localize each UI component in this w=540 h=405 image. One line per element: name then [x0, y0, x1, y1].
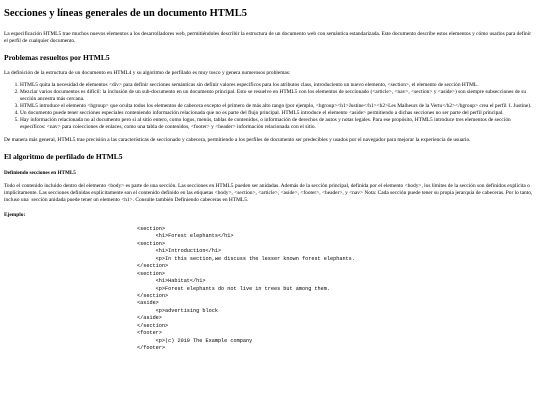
example-label: Ejemplo: — [4, 212, 26, 218]
problems-lead: La definición de la estructura de un documento en HTML4 y su algoritmo de perfilado es muy tosco y genera numerosos problemas: — [4, 69, 291, 76]
problems-closing: De manera más general, HTML5 trae precisión a las características de seccionado y cabecera, permitiendo a los perfiles de documento ser predecibles y usados por el navegador para mejorar la experiencia de usuario. — [4, 136, 471, 143]
algorithm-subheading: Definiendo secciones en HTML5 — [4, 170, 76, 177]
page-title: Secciones y líneas generales de un documento HTML5 — [4, 8, 247, 19]
problems-list — [4, 82, 536, 130]
list-item: 5. Hay información relacionada no al documento pero sí al sitio entero, como logos, menús, tablas de contenidos, o información de derechos de autos y notas legales. Para ese propósito, HTML5 introduce tres elementos de sección específicos: <nav> para colecciones de enlaces, como una tabla de contenidos, <footer> y <header> información relacionada con el sitio. — [20, 117, 536, 131]
intro-paragraph: La especificación HTML5 trae muchos nuevos elementos a los desarrolladores web, permitiéndoles describir la estructura de un documento web con semántica estandarizada. Este documento describe estos elementos y cómo usarlos para definir el perfil de cualquier documento. — [4, 31, 532, 44]
list-item: 3. HTML5 introduce el elemento <hgroup> que oculta todos los elementos de cabecera excepto el primero de más alto rango (por ejemplo, <hgroup><h1>Justine</h1><h2>Les Malheurs de la Vertu</h2></hgroup> crea el perfil 1. Justine). — [20, 103, 536, 110]
algorithm-body: Todo el contenido incluido dentro del elemento <body> es parte de una sección. Las secciones en HTML5 pueden ser anidadas. Además de la sección principal, definida por el elemento <body>, los límites de la sección son definidos explícita o implícitamente. Las secciones definidas explícitamente son el contenido definido en las etiquetas <body>, <section>, <article>, <aside>, <footer>, <header>, y <nav> Nota: Cada sección puede tener su propia jerarquía de cabeceras. Por lo tanto, incluso una sección anidada puede tener un elemento <h1>. Consulte también Definiendo cabeceras en HTML5. — [4, 183, 533, 204]
list-item: 2. Mezclar varios documentos es difícil: la inclusión de un sub-documento en un documento principal. Esto se resuelve en HTML5 con los elementos de seccionado (<article>, <nav>, <section> y <aside>) son siempre subsecciones de su sección ancestra más cercana. — [20, 89, 536, 103]
algorithm-heading: El algoritmo de perfilado de HTML5 — [4, 151, 123, 161]
problems-heading: Problemas resueltos por HTML5 — [4, 52, 110, 62]
code-example: <section> <h1>Forest elephants</h1> <section> <h1>Introduction</h1> <p>In this section,we discuss the lesser known forest elephants. </section> <section> <h1>Habitat</h1> <p>Forest elephants do not live in trees but among them. </section> <aside> <p>advertising block </aside> </section> <footer> <p>(c) 2010 The Example company </footer> — [137, 226, 355, 351]
list-item: 4. Un documento puede tener secciones especiales conteniendo información relacionada que no es parte del flujo principal. HTML5 introduce el elemento <aside> permitiendo a dichas secciones no ser parte del perfil principal. — [20, 110, 536, 117]
list-item: 1. HTML5 quita la necesidad de elementos <div> para definir secciones semánticas sin definir valores específicos para los atributos class, introduciento un nuevo elemento, <section>, el elemento de sección HTML. — [20, 82, 536, 89]
